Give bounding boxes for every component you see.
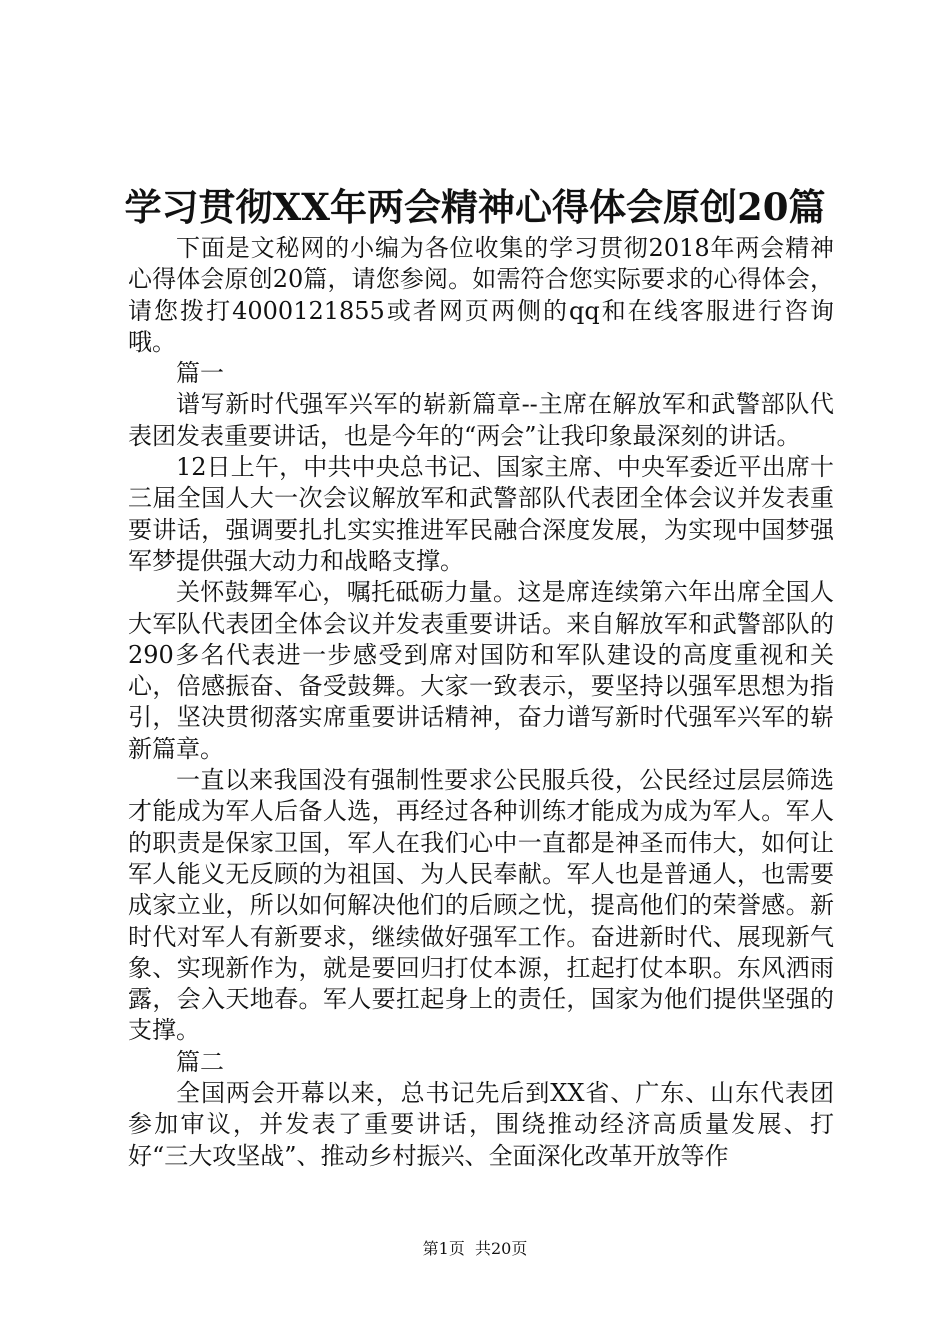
body-paragraph: 关怀鼓舞军心，嘱托砥砺力量。这是席连续第六年出席全国人大军队代表团全体会议并发表重要讲话。来自解放军和武警部队的290多名代表进一步感受到席对国防和军队建设的高度重视和关心，倍感振奋、备受鼓舞。大家一致表示，要坚持以强军思想为指引，坚决贯彻落实席重要讲话精神，奋力谱写新时代强军兴军的崭新篇章。: [128, 578, 834, 763]
document-body: [128, 233, 834, 1172]
body-paragraph: 全国两会开幕以来，总书记先后到XX省、广东、山东代表团参加审议，并发表了重要讲话，围绕推动经济高质量发展、打好“三大攻坚战”、推动乡村振兴、全面深化改革开放等作: [128, 1079, 834, 1170]
body-paragraph: 谱写新时代强军兴军的崭新篇章--主席在解放军和武警部队代表团发表重要讲话，也是今年的“两会”让我印象最深刻的讲话。: [128, 390, 834, 450]
page-number-footer: 第1页 共20页: [422, 1239, 528, 1258]
document-title: 学习贯彻XX年两会精神心得体会原创20篇: [124, 185, 826, 229]
body-paragraph: 下面是文秘网的小编为各位收集的学习贯彻2018年两会精神心得体会原创20篇，请您参阅。如需符合您实际要求的心得体会，请您拨打4000121855或者网页两侧的qq和在线客服进行咨询哦。: [128, 234, 834, 356]
body-paragraph: 一直以来我国没有强制性要求公民服兵役，公民经过层层筛选才能成为军人后备人选，再经过各种训练才能成为成为军人。军人的职责是保家卫国，军人在我们心中一直都是神圣而伟大，如何让军人能义无反顾的为祖国、为人民奉献。军人也是普通人，也需要成家立业，所以如何解决他们的后顾之忧，提高他们的荣誉感。新时代对军人有新要求，继续做好强军工作。奋进新时代、展现新气象、实现新作为，就是要回归打仗本源，扛起打仗本职。东风洒雨露，会入天地春。军人要扛起身上的责任，国家为他们提供坚强的支撑。: [128, 766, 834, 1045]
section-heading: 篇二: [176, 1047, 224, 1076]
body-paragraph: 12日上午，中共中央总书记、国家主席、中央军委近平出席十三届全国人大一次会议解放军和武警部队代表团全体会议并发表重要讲话，强调要扎扎实实推进军民融合深度发展，为实现中国梦强军梦提供强大动力和战略支撑。: [128, 453, 834, 575]
section-heading: 篇一: [176, 359, 224, 388]
